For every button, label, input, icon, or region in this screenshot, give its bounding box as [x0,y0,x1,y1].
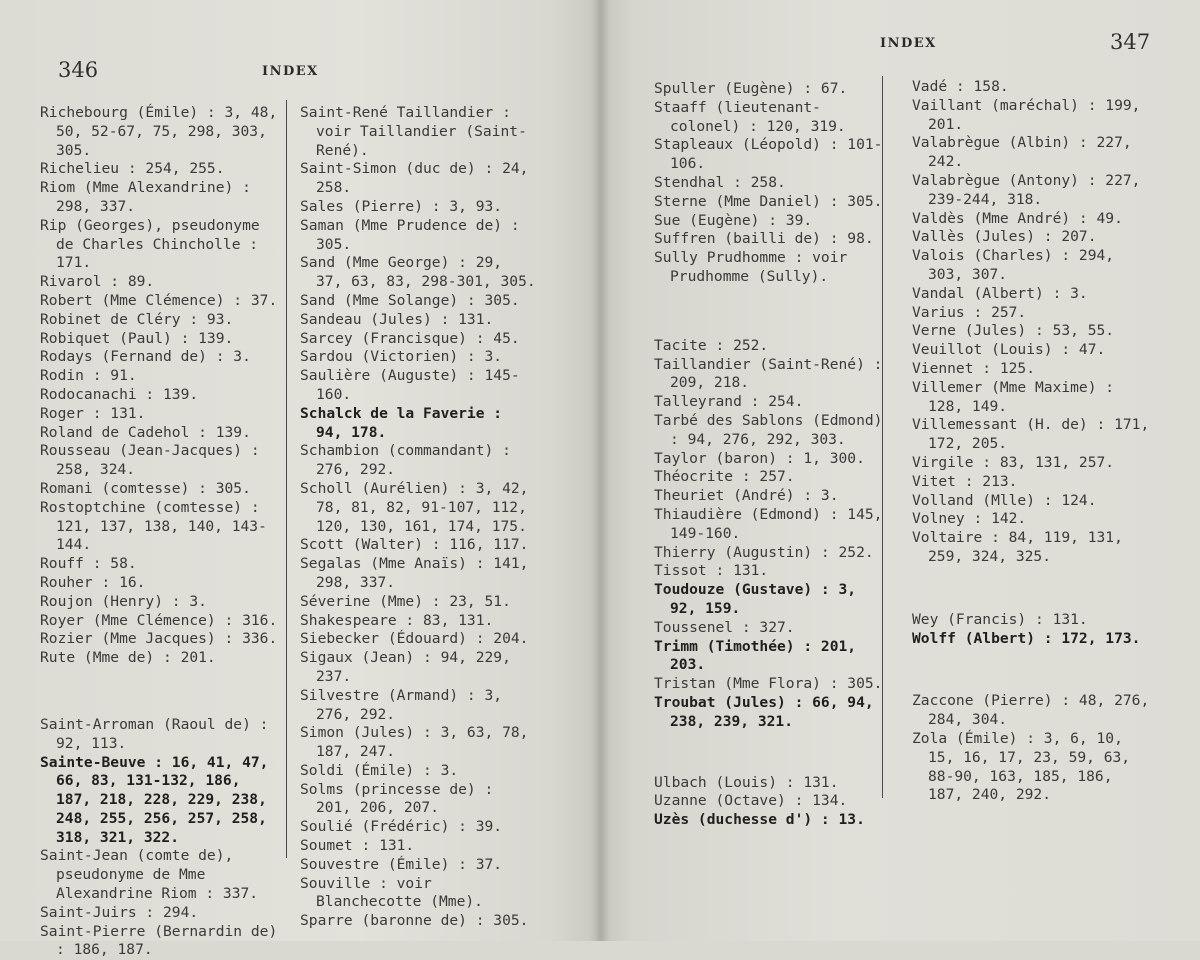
page-number: 346 [58,58,99,82]
index-entry: Valabrègue (Antony) : 227, 239-244, 318. [912,171,1141,208]
index-entry: Tarbé des Sablons (Edmond) : 94, 276, 292, 303. [654,411,883,448]
index-entry: Theuriet (André) : 3. [654,487,839,505]
letter-gap [912,648,1152,692]
index-entry: Scott (Walter) : 116, 117. [300,536,529,554]
letter-gap [40,668,278,716]
index-entry: Volney : 142. [912,510,1027,528]
index-entry: Valabrègue (Albin) : 227, 242. [912,134,1132,171]
index-entry: Rivarol : 89. [40,273,155,291]
index-entry: Sparre (baronne de) : 305. [300,912,529,930]
index-entry: Suffren (bailli de) : 98. [654,230,874,248]
index-entry: Soulié (Frédéric) : 39. [300,818,503,836]
index-entry: Silvestre (Armand) : 3, 276, 292. [300,686,503,723]
index-entry: Sterne (Mme Daniel) : 305. [654,192,883,210]
index-entry: Scholl (Aurélien) : 3, 42, 78, 81, 82, 91-107, 112, 120, 130, 161, 174, 175. [300,479,529,535]
index-entry: Thiaudière (Edmond) : 145, 149-160. [654,505,883,542]
left-page [0,0,598,959]
index-entry: Rozier (Mme Jacques) : 336. [40,630,278,648]
index-entry: Rodocanachi : 139. [40,385,199,403]
index-entry: Richebourg (Émile) : 3, 48, 50, 52-67, 75, 298, 303, 305. [40,104,278,159]
index-entry: Rouff : 58. [40,555,137,573]
index-entry: Talleyrand : 254. [654,393,804,411]
index-column-left-1 [40,104,278,960]
index-entry: Rostoptchine (comtesse) : 121, 137, 138, 140, 143-144. [40,498,267,554]
index-entry: Wolff (Albert) : 172, 173. [912,629,1141,647]
index-entry: Volland (Mlle) : 124. [912,491,1097,509]
index-entry: Roujon (Henry) : 3. [40,592,207,610]
index-entry: Villemessant (H. de) : 171, 172, 205. [912,416,1150,453]
index-entry: Tissot : 131. [654,562,769,580]
index-entry: Vandal (Albert) : 3. [912,284,1088,302]
index-entry: Sand (Mme Solange) : 305. [300,291,520,309]
letter-gap [654,732,886,774]
index-entry: Segalas (Mme Anaïs) : 141, 298, 337. [300,555,529,591]
index-entry: Veuillot (Louis) : 47. [912,341,1106,359]
index-entry: Rip (Georges), pseudonyme de Charles Chincholle : 171. [40,216,260,272]
index-entry: Rodin : 91. [40,367,137,385]
index-entry: Souvestre (Émile) : 37. [300,855,503,873]
index-entry: Richelieu : 254, 255. [40,160,225,178]
index-entry: Solms (princesse de) : 201, 206, 207. [300,780,494,817]
index-entry: Uzès (duchesse d') : 13. [654,811,865,829]
index-entry: Rodays (Fernand de) : 3. [40,348,251,366]
index-entry: Saulière (Auguste) : 145-160. [300,367,520,403]
index-entry: Uzanne (Octave) : 134. [654,792,848,810]
index-entry: Staaff (lieutenant-colonel) : 120, 319. [654,98,846,135]
index-entry: Saint-Arroman (Raoul de) : 92, 113. [40,715,269,752]
index-entry: Spuller (Eugène) : 67. [654,80,848,97]
index-entry: Saman (Mme Prudence de) : 305. [300,216,520,253]
index-entry: Sainte-Beuve : 16, 41, 47, 66, 83, 131-132, 186, 187, 218, 228, 229, 238, 248, 255, 256, 257, 258, 318, 321, 322. [40,753,269,846]
index-entry: Simon (Jules) : 3, 63, 78, 187, 247. [300,724,529,761]
index-entry: Toudouze (Gustave) : 3, 92, 159. [654,581,857,617]
letter-gap [654,287,886,337]
book-gutter [590,0,610,941]
index-entry: Souville : voir Blanchecotte (Mme). [300,874,483,911]
index-entry: Saint-Pierre (Bernardin de) : 186, 187. [40,922,278,959]
index-entry: Voltaire : 84, 119, 131, 259, 324, 325. [912,529,1123,565]
index-entry: Vitet : 213. [912,472,1018,490]
index-entry: Taillandier (Saint-René) : 209, 218. [654,355,883,392]
index-entry: Rousseau (Jean-Jacques) : 258, 324. [40,442,260,479]
index-entry: Saint-Simon (duc de) : 24, 258. [300,160,529,197]
index-entry: Théocrite : 257. [654,468,795,486]
index-entry: Sully Prudhomme : voir Prudhomme (Sully). [654,249,848,285]
letter-gap [912,567,1152,611]
index-column-right-2 [912,78,1152,805]
index-entry: Soumet : 131. [300,837,415,855]
index-entry: Sarcey (Francisque) : 45. [300,329,520,347]
index-entry: Robinet de Cléry : 93. [40,310,234,328]
index-entry: Riom (Mme Alexandrine) : 298, 337. [40,179,251,215]
index-entry: Sardou (Victorien) : 3. [300,348,503,366]
index-entry: Sales (Pierre) : 3, 93. [300,197,503,215]
index-column-right-1 [654,80,886,830]
index-entry: Ulbach (Louis) : 131. [654,773,839,791]
index-entry: Sigaux (Jean) : 94, 229, 237. [300,649,511,685]
index-entry: Wey (Francis) : 131. [912,610,1088,628]
index-entry: Troubat (Jules) : 66, 94, 238, 239, 321. [654,693,874,730]
running-head: INDEX [262,64,319,79]
index-entry: Tacite : 252. [654,336,769,354]
index-entry: Vallès (Jules) : 207. [912,228,1097,246]
index-entry: Viennet : 125. [912,359,1036,377]
index-column-left-2 [300,104,536,931]
index-entry: Saint-Juirs : 294. [40,903,199,921]
index-entry: Varius : 257. [912,303,1027,321]
index-entry: Saint-René Taillandier : voir Taillandier (Saint-René). [300,104,527,159]
right-page [598,0,1200,941]
index-entry: Stendhal : 258. [654,173,786,191]
index-entry: Siebecker (Édouard) : 204. [300,630,529,648]
index-entry: Schalck de la Faverie : 94, 178. [300,404,503,441]
index-entry: Virgile : 83, 131, 257. [912,453,1115,471]
index-entry: Vadé : 158. [912,78,1009,95]
index-entry: Zaccone (Pierre) : 48, 276, 284, 304. [912,692,1150,729]
running-head: INDEX [880,36,937,51]
index-entry: Villemer (Mme Maxime) : 128, 149. [912,378,1115,415]
index-entry: Vaillant (maréchal) : 199, 201. [912,96,1141,133]
index-entry: Robiquet (Paul) : 139. [40,329,234,347]
index-entry: Stapleaux (Léopold) : 101-106. [654,136,883,173]
index-entry: Schambion (commandant) : 276, 292. [300,442,511,479]
index-entry: Robert (Mme Clémence) : 37. [40,291,278,309]
index-entry: Sand (Mme George) : 29, 37, 63, 83, 298-301, 305. [300,254,536,291]
index-entry: Séverine (Mme) : 23, 51. [300,592,511,610]
index-entry: Thierry (Augustin) : 252. [654,543,874,561]
index-entry: Tristan (Mme Flora) : 305. [654,675,883,693]
page-number: 347 [1110,30,1151,54]
index-entry: Sue (Eugène) : 39. [654,211,813,229]
index-entry: Zola (Émile) : 3, 6, 10, 15, 16, 17, 23, 59, 63, 88-90, 163, 185, 186, 187, 240, 292. [912,729,1131,804]
index-entry: Valois (Charles) : 294, 303, 307. [912,247,1115,283]
index-entry: Taylor (baron) : 1, 300. [654,449,865,467]
index-entry: Rute (Mme de) : 201. [40,649,216,667]
index-entry: Shakespeare : 83, 131. [300,611,494,629]
index-entry: Toussenel : 327. [654,618,795,636]
index-entry: Valdès (Mme André) : 49. [912,209,1123,227]
index-entry: Verne (Jules) : 53, 55. [912,322,1115,340]
column-rule [882,76,883,798]
index-entry: Romani (comtesse) : 305. [40,479,251,497]
index-entry: Saint-Jean (comte de), pseudonyme de Mme Alexandrine Riom : 337. [40,847,259,903]
index-entry: Soldi (Émile) : 3. [300,761,459,779]
index-entry: Rouher : 16. [40,573,146,591]
index-entry: Roland de Cadehol : 139. [40,423,251,441]
index-entry: Royer (Mme Clémence) : 316. [40,611,278,629]
index-entry: Roger : 131. [40,404,146,422]
index-entry: Sandeau (Jules) : 131. [300,310,494,328]
index-entry: Trimm (Timothée) : 201, 203. [654,637,857,674]
column-rule [286,100,287,858]
